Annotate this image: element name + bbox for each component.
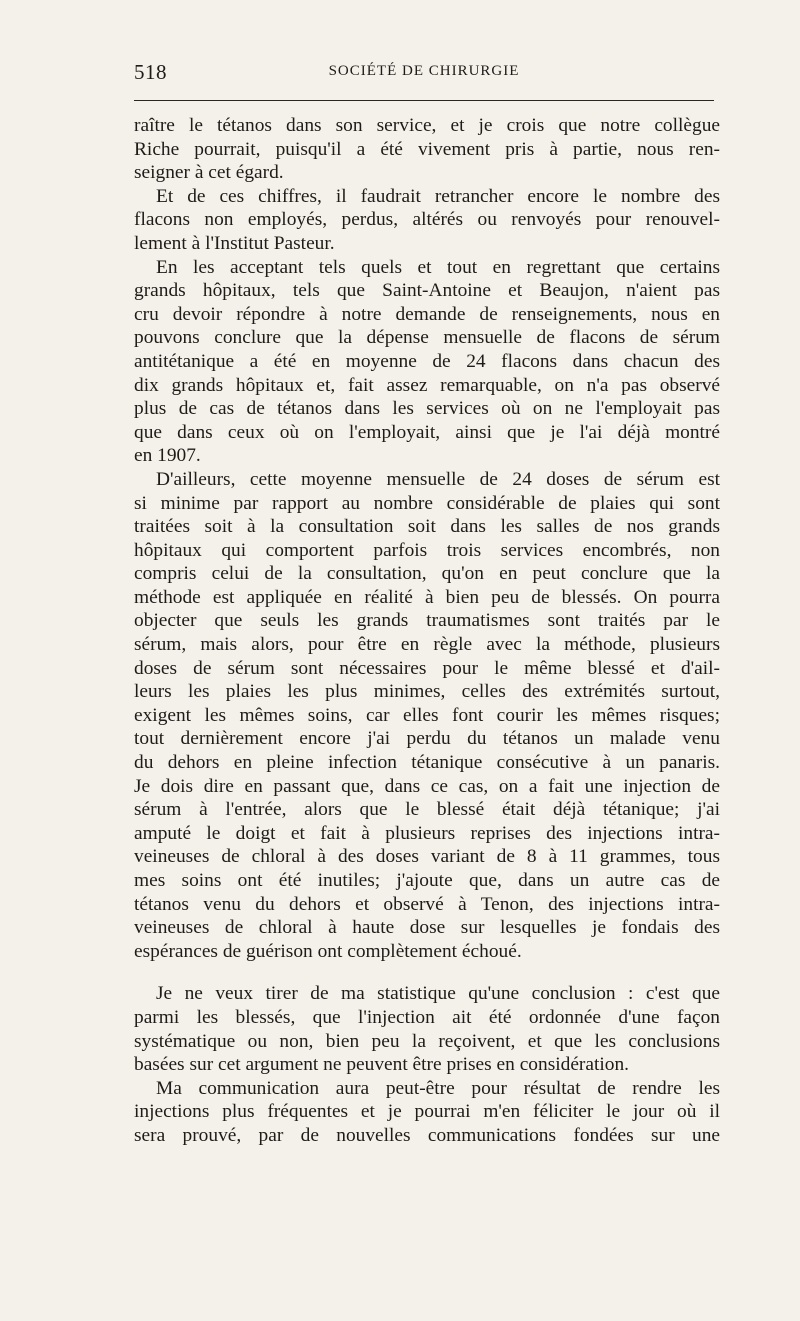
text-line: cru devoir répondre à notre demande de renseignements, nous en (134, 303, 720, 325)
text-line: veineuses de chloral à haute dose sur lesquelles je fondais des (134, 917, 720, 939)
text-line: seigner à cet égard. (134, 162, 284, 184)
text-line: objecter que seuls les grands traumatismes sont traités par le (134, 610, 720, 632)
text-line: sera prouvé, par de nouvelles communications fondées sur une (134, 1124, 720, 1146)
text-line: Je ne veux tirer de ma statistique qu'une conclusion : c'est que (156, 983, 720, 1005)
text-line: pouvons conclure que la dépense mensuelle de flacons de sérum (134, 327, 720, 349)
paragraph (134, 185, 720, 256)
page-number: 518 (134, 60, 167, 84)
text-line: en 1907. (134, 445, 201, 467)
text-line: D'ailleurs, cette moyenne mensuelle de 24 doses de sérum est (156, 468, 720, 490)
text-line: Riche pourrait, puisqu'il a été vivement pris à partie, nous ren- (134, 138, 720, 160)
text-line: injections plus fréquentes et je pourrai m'en féliciter le jour où il (134, 1101, 720, 1123)
text-line: espérances de guérison ont complètement échoué. (134, 940, 522, 962)
text-line: exigent les mêmes soins, car elles font courir les mêmes risques; (134, 704, 720, 726)
body-text (134, 114, 720, 1148)
text-line: si minime par rapport au nombre considérable de plaies qui sont (134, 492, 720, 514)
page-header (134, 60, 714, 88)
text-line: méthode est appliquée en réalité à bien peu de blessés. On pourra (134, 586, 720, 608)
text-line: En les acceptant tels quels et tout en regrettant que certains (156, 256, 720, 278)
text-line: du dehors en pleine infection tétanique consécutive à un panaris. (134, 752, 720, 774)
paragraph-gap (134, 963, 720, 982)
text-line: grands hôpitaux, tels que Saint-Antoine et Beaujon, n'aient pas (134, 280, 720, 302)
text-line: Ma communication aura peut-être pour résultat de rendre les (156, 1077, 720, 1099)
running-title: SOCIÉTÉ DE CHIRURGIE (328, 63, 520, 79)
paragraph (134, 468, 720, 963)
text-line: sérum à l'entrée, alors que le blessé était déjà tétanique; j'ai (134, 799, 720, 821)
paragraph (134, 1077, 720, 1148)
header-rule (134, 100, 714, 101)
text-line: lement à l'Institut Pasteur. (134, 232, 335, 254)
text-line: antitétanique a été en moyenne de 24 flacons dans chacun des (134, 350, 720, 372)
text-line: basées sur cet argument ne peuvent être prises en considération. (134, 1054, 630, 1076)
text-line: doses de sérum sont nécessaires pour le même blessé et d'ail- (134, 657, 720, 679)
text-line: compris celui de la consultation, qu'on en peut conclure que la (134, 563, 720, 585)
paragraph (134, 982, 720, 1076)
text-line: Je dois dire en passant que, dans ce cas, on a fait une injection de (134, 775, 720, 797)
text-line: dix grands hôpitaux et, fait assez remarquable, on n'a pas observé (134, 374, 720, 396)
text-line: tétanos venu du dehors et observé à Tenon, des injections intra- (134, 893, 720, 915)
text-line: que dans ceux où on l'employait, ainsi que je l'ai déjà montré (134, 421, 720, 443)
text-line: raître le tétanos dans son service, et je crois que notre collègue (134, 115, 720, 136)
text-line: amputé le doigt et fait à plusieurs reprises des injections intra- (134, 822, 720, 844)
text-line: tout dernièrement encore j'ai perdu du tétanos un malade venu (134, 728, 720, 750)
paragraph (134, 256, 720, 468)
text-line: traitées soit à la consultation soit dans les salles de nos grands (134, 516, 720, 538)
paragraph (134, 114, 720, 185)
text-line: parmi les blessés, que l'injection ait été ordonnée d'une façon (134, 1006, 720, 1028)
text-line: Et de ces chiffres, il faudrait retrancher encore le nombre des (156, 185, 720, 207)
text-line: leurs les plaies les plus minimes, celles des extrémités surtout, (134, 681, 720, 703)
text-line: flacons non employés, perdus, altérés ou renvoyés pour renouvel- (134, 209, 720, 231)
text-line: hôpitaux qui comportent parfois trois services encombrés, non (134, 539, 720, 561)
text-line: mes soins ont été inutiles; j'ajoute que, dans un autre cas de (134, 870, 720, 891)
text-line: sérum, mais alors, pour être en règle avec la méthode, plusieurs (134, 634, 720, 656)
text-line: plus de cas de tétanos dans les services où on ne l'employait pas (134, 398, 720, 420)
text-line: systématique ou non, bien peu la reçoivent, et que les conclusions (134, 1030, 720, 1052)
text-line: veineuses de chloral à des doses variant de 8 à 11 grammes, tous (134, 846, 720, 868)
